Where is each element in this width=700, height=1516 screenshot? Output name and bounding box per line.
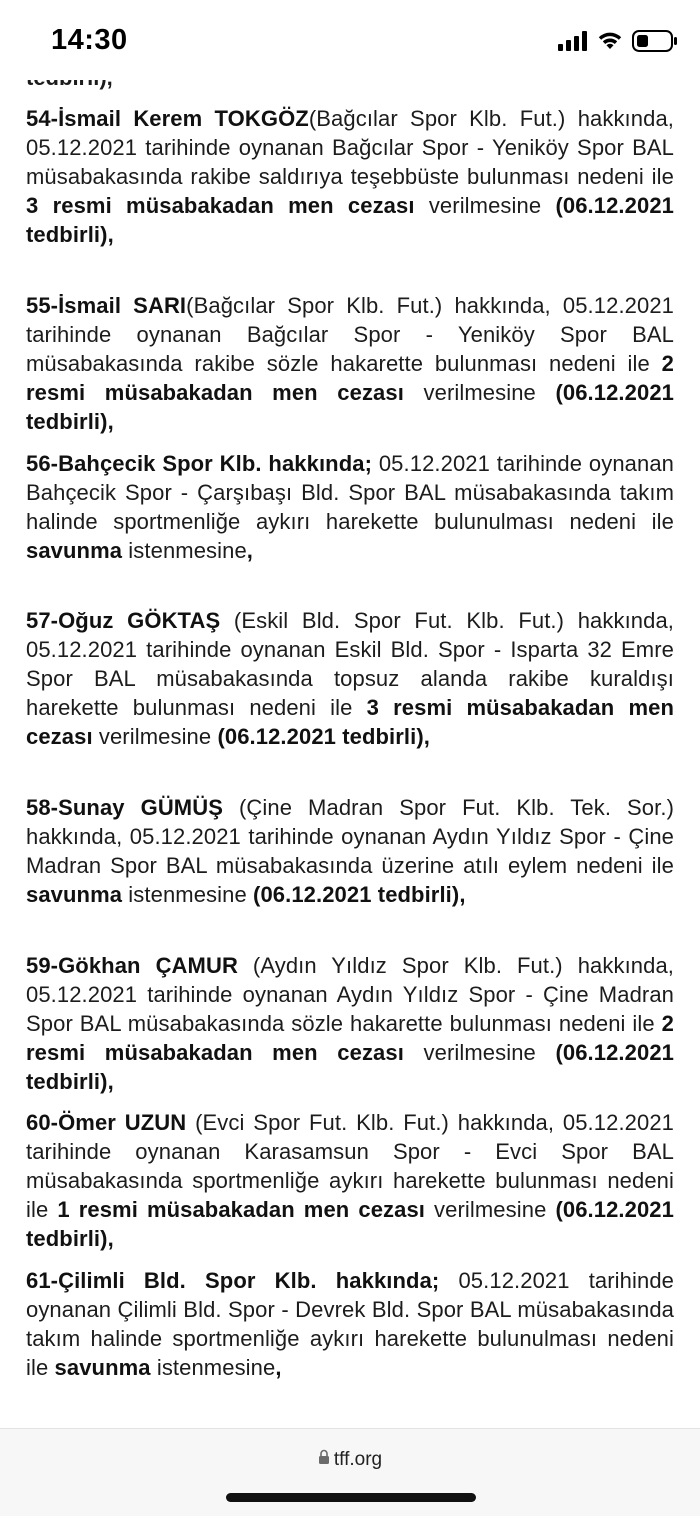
status-time: 14:30: [51, 24, 128, 56]
status-bar: [0, 0, 700, 80]
lock-icon: [318, 1449, 330, 1471]
list-item: 59-Gökhan ÇAMUR (Aydın Yıldız Spor Klb. Fut.) hakkında, 05.12.2021 tarihinde oynanan Aydın Yıldız Spor - Çine Madran Spor BAL müsabakasında sözle hakarette bulunması nedeni ile 2 resmi müsabakadan men cezası verilmesine (06.12.2021 tedbirli),: [26, 953, 674, 1094]
wifi-icon: [596, 31, 624, 56]
list-item: 55-İsmail SARI(Bağcılar Spor Klb. Fut.) hakkında, 05.12.2021 tarihinde oynanan Bağcılar Spor - Yeniköy Spor BAL müsabakasında rakibe sözle hakarette bulunması nedeni ile 2 resmi müsabakadan men cezası verilmesine (06.12.2021 tedbirli),: [26, 293, 674, 434]
list-item: 60-Ömer UZUN (Evci Spor Fut. Klb. Fut.) hakkında, 05.12.2021 tarihinde oynanan Karasamsun Spor - Evci Spor BAL müsabakasında sportmenliğe aykırı harekette bulunması nedeni ile 1 resmi müsabakadan men cezası verilmesine (06.12.2021 tedbirli),: [26, 1110, 674, 1251]
list-item: 57-Oğuz GÖKTAŞ (Eskil Bld. Spor Fut. Klb. Fut.) hakkında, 05.12.2021 tarihinde oynanan Eskil Bld. Spor - Isparta 32 Emre Spor BAL müsabakasında topsuz alanda rakibe kuraldışı harekette bulunması nedeni ile 3 resmi müsabakadan men cezası verilmesine (06.12.2021 tedbirli),: [26, 608, 674, 749]
status-icons: [558, 30, 678, 56]
url-bar[interactable]: [0, 1428, 700, 1516]
list-item: 61-Çilimli Bld. Spor Klb. hakkında; 05.12.2021 tarihinde oynanan Çilimli Bld. Spor - Devrek Bld. Spor BAL müsabakasında takım halinde sportmenliğe aykırı harekette bulunulması nedeni ile savunma istenmesine,: [26, 1268, 674, 1380]
signal-icon: [558, 31, 588, 56]
url-domain: tff.org: [333, 1449, 383, 1470]
home-indicator[interactable]: [226, 1493, 476, 1502]
url-display[interactable]: [0, 1449, 700, 1471]
list-item: 58-Sunay GÜMÜŞ (Çine Madran Spor Fut. Klb. Tek. Sor.) hakkında, 05.12.2021 tarihinde oynanan Aydın Yıldız Spor - Çine Madran Spor BAL müsabakasında üzerine atılı eylem nedeni ile savunma istenmesine (06.12.2021 tedbirli),: [26, 795, 674, 907]
list-item: 56-Bahçecik Spor Klb. hakkında; 05.12.2021 tarihinde oynanan Bahçecik Spor - Çarşıbaşı Bld. Spor BAL müsabakasında takım halinde sportmenliğe aykırı harekette bulunulması nedeni ile savunma istenmesine,: [26, 451, 674, 563]
battery-icon: [632, 30, 678, 57]
list-item: 54-İsmail Kerem TOKGÖZ(Bağcılar Spor Klb. Fut.) hakkında, 05.12.2021 tarihinde oynanan Bağcılar Spor - Yeniköy Spor BAL müsabakasında rakibe saldırıya teşebbüste bulunması nedeni ile 3 resmi müsabakadan men cezası verilmesine (06.12.2021 tedbirli),: [26, 106, 674, 247]
